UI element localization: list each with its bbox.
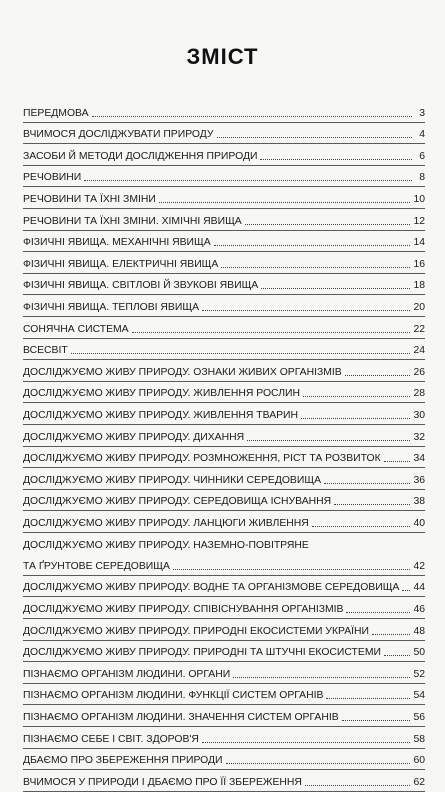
toc-entry-title: ДОСЛІДЖУЄМО ЖИВУ ПРИРОДУ. ОЗНАКИ ЖИВИХ ОРГАНІЗМІВ (23, 366, 342, 378)
toc-entry-title: ДОСЛІДЖУЄМО ЖИВУ ПРИРОДУ. СПІВІСНУВАННЯ ОРГАНІЗМІВ (23, 604, 344, 616)
toc-entry-title: ПІЗНАЄМО ОРГАНІЗМ ЛЮДИНИ. ОРГАНИ (23, 668, 231, 680)
dot-leader (71, 353, 411, 354)
toc-entry[interactable] (23, 123, 425, 145)
toc-entry[interactable] (23, 533, 425, 576)
toc-entry-line-2 (23, 553, 425, 575)
toc-entry-line (23, 661, 425, 683)
toc-entry-line (23, 338, 425, 360)
toc-entry-line (23, 402, 425, 424)
toc-entry-page-number: 56 (413, 712, 425, 724)
toc-entry-line (23, 143, 425, 165)
toc-entry[interactable] (23, 727, 425, 749)
table-of-contents (23, 101, 425, 792)
toc-entry-line (23, 273, 425, 295)
toc-entry-title: ЗАСОБИ Й МЕТОДИ ДОСЛІДЖЕННЯ ПРИРОДИ (23, 150, 258, 162)
dot-leader (346, 612, 410, 613)
toc-entry-title: ДОСЛІДЖУЄМО ЖИВУ ПРИРОДУ. ЖИВЛЕННЯ ТВАРИН (23, 409, 299, 421)
dot-leader (312, 526, 411, 527)
dot-leader (334, 504, 410, 505)
toc-entry-title: ДОСЛІДЖУЄМО ЖИВУ ПРИРОДУ. СЕРЕДОВИЩА ІСНУВАННЯ (23, 496, 332, 508)
toc-entry-line (23, 683, 425, 705)
dot-leader (159, 202, 411, 203)
dot-leader (324, 483, 410, 484)
toc-entry-page-number: 4 (419, 129, 425, 141)
toc-entry[interactable] (23, 511, 425, 533)
toc-entry-line (23, 489, 425, 511)
toc-entry-line (23, 165, 425, 187)
toc-entry-page-number: 36 (413, 474, 425, 486)
dot-leader (247, 440, 410, 441)
toc-entry-page-number: 44 (413, 582, 425, 594)
toc-entry-title: ВЧИМОСЯ ДОСЛІДЖУВАТИ ПРИРОДУ (23, 129, 214, 141)
toc-entry[interactable] (23, 252, 425, 274)
dot-leader (245, 224, 411, 225)
toc-entry-title: ВСЕСВІТ (23, 345, 68, 357)
toc-entry[interactable] (23, 274, 425, 296)
toc-entry-line (23, 640, 425, 662)
toc-entry-page-number: 62 (413, 776, 425, 788)
toc-entry[interactable] (23, 490, 425, 512)
toc-entry[interactable] (23, 360, 425, 382)
toc-entry-line (23, 122, 425, 144)
toc-entry-page-number: 16 (413, 258, 425, 270)
toc-entry-page-number: 10 (413, 193, 425, 205)
dot-leader (92, 116, 412, 117)
dot-leader (217, 137, 412, 138)
toc-entry-line (23, 748, 425, 770)
toc-entry-title: ДОСЛІДЖУЄМО ЖИВУ ПРИРОДУ. ЧИННИКИ СЕРЕДОВИЩА (23, 474, 322, 486)
toc-entry-title: ДОСЛІДЖУЄМО ЖИВУ ПРИРОДУ. ЛАНЦЮГИ ЖИВЛЕННЯ (23, 517, 309, 529)
toc-entry-title: ДОСЛІДЖУЄМО ЖИВУ ПРИРОДУ. ДИХАННЯ (23, 431, 245, 443)
toc-entry-line (23, 186, 425, 208)
toc-entry-page-number: 34 (413, 453, 425, 465)
toc-entry-page-number: 12 (413, 215, 425, 227)
toc-entry-line (23, 100, 425, 122)
dot-leader (221, 267, 410, 268)
toc-entry[interactable] (23, 684, 425, 706)
toc-entry-page-number: 8 (419, 172, 425, 184)
toc-entry-line (23, 467, 425, 489)
toc-entry-page-number: 18 (413, 280, 425, 292)
page-title: ЗМІСТ (186, 44, 259, 69)
toc-entry-page-number: 52 (413, 668, 425, 680)
toc-entry-title: ФІЗИЧНІ ЯВИЩА. ЕЛЕКТРИЧНІ ЯВИЩА (23, 258, 219, 270)
toc-entry[interactable] (23, 425, 425, 447)
toc-entry-title: РЕЧОВИНИ ТА ЇХНІ ЗМІНИ. ХІМІЧНІ ЯВИЩА (23, 215, 242, 227)
toc-entry[interactable] (23, 468, 425, 490)
toc-entry-line (23, 316, 425, 338)
toc-entry-page-number: 32 (413, 431, 425, 443)
toc-entry-title: ВЧИМОСЯ У ПРИРОДИ І ДБАЄМО ПРО ЇЇ ЗБЕРЕЖЕННЯ (23, 776, 302, 788)
toc-entry[interactable] (23, 317, 425, 339)
toc-entry[interactable] (23, 619, 425, 641)
toc-entry-line (23, 726, 425, 748)
toc-entry-title: РЕЧОВИНИ ТА ЇХНІ ЗМІНИ (23, 193, 156, 205)
dot-leader (303, 396, 410, 397)
dot-leader (202, 310, 410, 311)
toc-entry[interactable] (23, 382, 425, 404)
toc-entry-line (23, 359, 425, 381)
toc-entry-line (23, 575, 425, 597)
toc-entry[interactable] (23, 209, 425, 231)
toc-entry-title: ДОСЛІДЖУЄМО ЖИВУ ПРИРОДУ. РОЗМНОЖЕННЯ, РІСТ ТА РОЗВИТОК (23, 453, 381, 465)
toc-entry-page-number: 58 (413, 733, 425, 745)
toc-entry-page-number: 38 (413, 496, 425, 508)
toc-entry-page-number: 22 (413, 323, 425, 335)
toc-entry[interactable] (23, 447, 425, 469)
toc-entry-title: ПІЗНАЄМО ОРГАНІЗМ ЛЮДИНИ. ФУНКЦІЇ СИСТЕМ ОРГАНІВ (23, 690, 324, 702)
toc-entry[interactable] (23, 705, 425, 727)
toc-entry-title: ФІЗИЧНІ ЯВИЩА. СВІТЛОВІ Й ЗВУКОВІ ЯВИЩА (23, 280, 259, 292)
toc-entry-title: СОНЯЧНА СИСТЕМА (23, 323, 129, 335)
toc-entry-title: ФІЗИЧНІ ЯВИЩА. МЕХАНІЧНІ ЯВИЩА (23, 237, 211, 249)
toc-entry-page-number: 24 (413, 345, 425, 357)
toc-entry-page-number: 20 (413, 301, 425, 313)
toc-entry-title: ПЕРЕДМОВА (23, 107, 89, 119)
toc-entry-line (23, 251, 425, 273)
toc-entry[interactable] (23, 101, 425, 123)
toc-entry-title: ПІЗНАЄМО ОРГАНІЗМ ЛЮДИНИ. ЗНАЧЕННЯ СИСТЕМ ОРГАНІВ (23, 712, 339, 724)
toc-entry[interactable] (23, 749, 425, 771)
dot-leader (301, 418, 410, 419)
toc-entry[interactable] (23, 339, 425, 361)
toc-entry[interactable] (23, 403, 425, 425)
toc-entry-line (23, 208, 425, 230)
toc-entry-page-number: 40 (413, 517, 425, 529)
toc-entry-page-number: 28 (413, 388, 425, 400)
toc-entry[interactable] (23, 295, 425, 317)
dot-leader (345, 375, 411, 376)
toc-entry[interactable] (23, 597, 425, 619)
toc-entry-page-number: 3 (419, 107, 425, 119)
dot-leader (84, 180, 412, 181)
dot-leader (173, 569, 411, 570)
toc-entry-title: РЕЧОВИНИ (23, 172, 82, 184)
toc-entry-line (23, 769, 425, 791)
toc-entry-page-number: 26 (413, 366, 425, 378)
toc-entry-line (23, 381, 425, 403)
toc-entry-title: ПІЗНАЄМО СЕБЕ І СВІТ. ЗДОРОВ'Я (23, 733, 199, 745)
toc-entry-page-number: 42 (413, 560, 425, 572)
dot-leader (261, 288, 410, 289)
dot-leader (326, 698, 410, 699)
toc-entry-page-number: 46 (413, 604, 425, 616)
toc-entry-line (23, 510, 425, 532)
toc-entry-page-number: 54 (413, 690, 425, 702)
dot-leader (233, 677, 410, 678)
toc-entry-line (23, 230, 425, 252)
toc-entry[interactable] (23, 231, 425, 253)
toc-entry-line (23, 618, 425, 640)
toc-entry[interactable] (23, 166, 425, 188)
toc-entry-line (23, 596, 425, 618)
dot-leader (342, 720, 411, 721)
toc-entry[interactable] (23, 641, 425, 663)
dot-leader (305, 785, 411, 786)
toc-entry-line (23, 424, 425, 446)
dot-leader (202, 742, 411, 743)
toc-entry-page-number: 50 (413, 647, 425, 659)
toc-entry[interactable] (23, 770, 425, 792)
dot-leader (384, 461, 411, 462)
toc-entry-title: ДОСЛІДЖУЄМО ЖИВУ ПРИРОДУ. ПРИРОДНІ ЕКОСИСТЕМИ УКРАЇНИ (23, 625, 370, 637)
toc-entry-title: ФІЗИЧНІ ЯВИЩА. ТЕПЛОВІ ЯВИЩА (23, 301, 200, 313)
toc-entry-line (23, 294, 425, 316)
toc-entry-page-number: 6 (419, 150, 425, 162)
toc-entry-page-number: 14 (413, 237, 425, 249)
dot-leader (132, 332, 411, 333)
dot-leader (214, 245, 411, 246)
toc-entry-line (23, 446, 425, 468)
dot-leader (260, 159, 412, 160)
toc-entry[interactable] (23, 144, 425, 166)
dot-leader (226, 763, 411, 764)
toc-entry-line-1 (23, 533, 425, 555)
toc-entry-title: ДОСЛІДЖУЄМО ЖИВУ ПРИРОДУ. ПРИРОДНІ ТА ШТУЧНІ ЕКОСИСТЕМИ (23, 647, 381, 659)
toc-entry-title: ДОСЛІДЖУЄМО ЖИВУ ПРИРОДУ. ЖИВЛЕННЯ РОСЛИН (23, 388, 300, 400)
dot-leader (372, 634, 410, 635)
toc-entry-title-continued: ТА ҐРУНТОВЕ СЕРЕДОВИЩА (23, 560, 170, 572)
dot-leader (384, 655, 410, 656)
toc-entry[interactable] (23, 576, 425, 598)
toc-entry-title: ДОСЛІДЖУЄМО ЖИВУ ПРИРОДУ. ВОДНЕ ТА ОРГАНІЗМОВЕ СЕРЕДОВИЩА (23, 582, 400, 594)
toc-entry-page-number: 60 (413, 755, 425, 767)
toc-entry-page-number: 48 (413, 625, 425, 637)
toc-entry-title: ДБАЄМО ПРО ЗБЕРЕЖЕННЯ ПРИРОДИ (23, 755, 223, 767)
dot-leader (402, 590, 410, 591)
toc-entry-title: ДОСЛІДЖУЄМО ЖИВУ ПРИРОДУ. НАЗЕМНО-ПОВІТРЯНЕ (23, 540, 309, 552)
toc-entry[interactable] (23, 187, 425, 209)
toc-entry-line (23, 704, 425, 726)
toc-entry-page-number: 30 (413, 409, 425, 421)
toc-entry[interactable] (23, 662, 425, 684)
